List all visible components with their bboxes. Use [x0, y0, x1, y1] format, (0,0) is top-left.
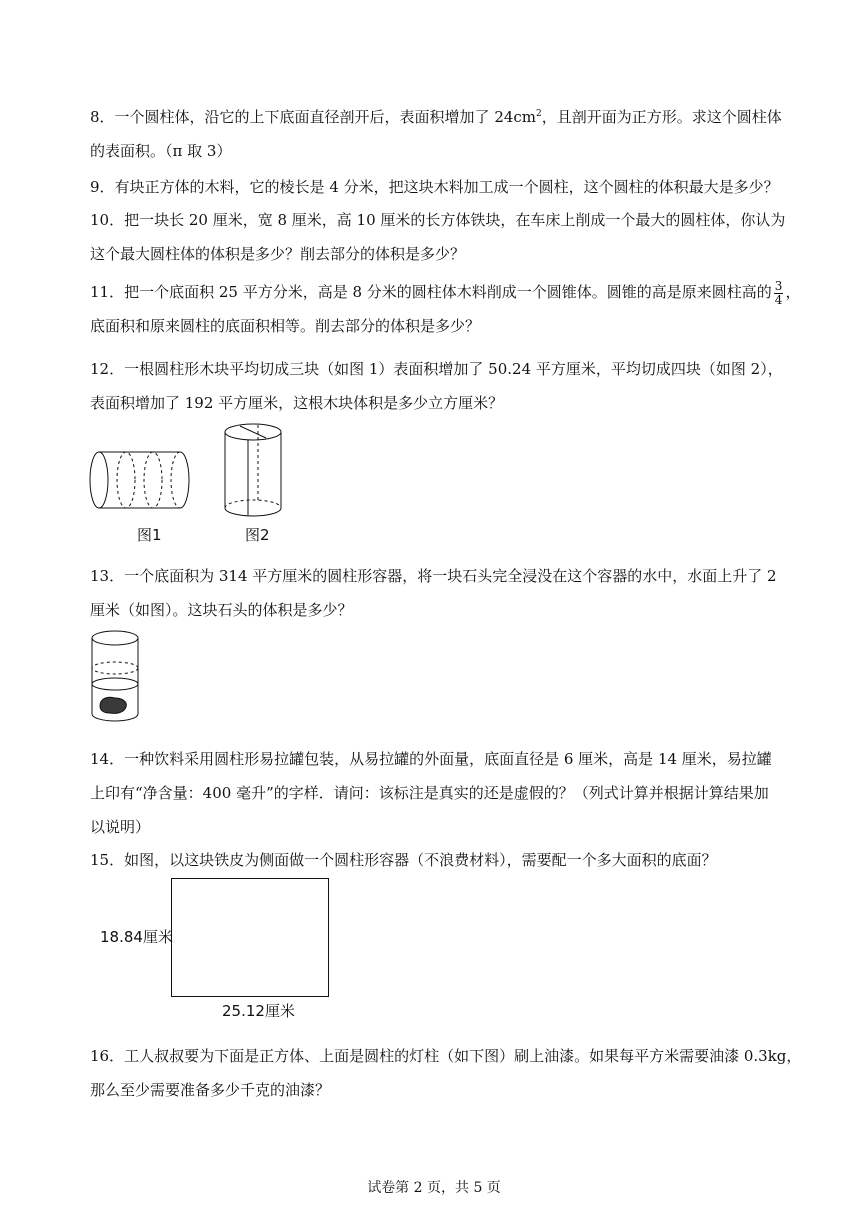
- question-8-line-2: 的表面积。（π 取 3）: [90, 142, 232, 160]
- question-13-line-2: 厘米（如图）。这块石头的体积是多少？: [90, 601, 353, 619]
- question-12-line-2: 表面积增加了 192 平方厘米，这根木块体积是多少立方厘米？: [90, 394, 504, 412]
- question-11: [90, 275, 801, 343]
- question-9-line-1: 9．有块正方体的木料，它的棱长是 4 分米，把这块木料加工成一个圆柱，这个圆柱的体积最大是多少？: [90, 178, 779, 196]
- question-15-line-1: 15．如图，以这块铁皮为侧面做一个圆柱形容器（不浪费材料），需要配一个多大面积的底面？: [90, 851, 717, 869]
- figure-1-cylinder-three-pieces: [88, 440, 198, 520]
- question-8: [90, 100, 790, 168]
- question-9: [90, 170, 790, 204]
- figure-1-caption: 图1: [137, 526, 162, 544]
- question-11-line-1: 11．把一个底面积 25 平方分米，高是 8 分米的圆柱体木料削成一个圆锥体。圆锥的高是原来圆柱高的 $\frac{3}{4}$ ，: [90, 278, 801, 307]
- question-10-line-2: 这个最大圆柱体的体积是多少？削去部分的体积是多少？: [90, 245, 466, 263]
- container-with-stone-figure: [88, 628, 142, 726]
- question-12: [90, 352, 790, 420]
- iron-sheet-rectangle: [171, 878, 329, 997]
- question-16-line-2: 那么至少需要准备多少千克的油漆？: [90, 1081, 331, 1099]
- figure-2-cylinder-four-pieces: [220, 420, 286, 520]
- question-12-line-1: 12．一根圆柱形木块平均切成三块（如图 1）表面积增加了 50.24 平方厘米，平均切成四块（如图 2），: [90, 360, 783, 378]
- superscript-2: 2: [536, 109, 542, 119]
- page-footer: 试卷第 2 页，共 5 页: [367, 1180, 501, 1196]
- question-8-line-1: 8．一个圆柱体，沿它的上下底面直径剖开后，表面积增加了 $24cm^2$，且剖开面为正方形。求这个圆柱体: [90, 108, 782, 126]
- question-14-line-1: 14．一种饮料采用圆柱形易拉罐包装，从易拉罐的外面量，底面直径是 6 厘米，高是 14 厘米，易拉罐: [90, 750, 772, 768]
- rectangle-height-label: 18.84厘米: [100, 928, 173, 946]
- fraction-three-quarters: $\frac{3}{4}$: [774, 278, 783, 307]
- question-16-line-1: 16．工人叔叔要为下面是正方体、上面是圆柱的灯柱（如下图）刷上油漆。如果每平方米需要油漆 0.3kg，: [90, 1047, 802, 1065]
- question-10: [90, 203, 790, 271]
- question-11-line-2: 底面积和原来圆柱的底面积相等。削去部分的体积是多少？: [90, 317, 481, 335]
- question-14-line-2: 上印有“净含量：400 毫升”的字样．请问：该标注是真实的还是虚假的？（列式计算并根据计算结果加: [90, 784, 769, 802]
- question-14: [90, 742, 790, 844]
- question-16: [90, 1039, 802, 1107]
- question-13-line-1: 13．一个底面积为 314 平方厘米的圆柱形容器，将一块石头完全浸没在这个容器的水中，水面上升了 2: [90, 567, 777, 585]
- figure-2-caption: 图2: [245, 526, 270, 544]
- question-13: [90, 559, 790, 627]
- rectangle-width-label: 25.12厘米: [222, 1002, 295, 1020]
- question-14-line-3: 以说明）: [90, 818, 151, 836]
- question-10-line-1: 10．把一块长 20 厘米，宽 8 厘米，高 10 厘米的长方体铁块，在车床上削成一个最大的圆柱体，你认为: [90, 211, 786, 229]
- stone-shape: [100, 697, 126, 713]
- question-15: [90, 843, 790, 877]
